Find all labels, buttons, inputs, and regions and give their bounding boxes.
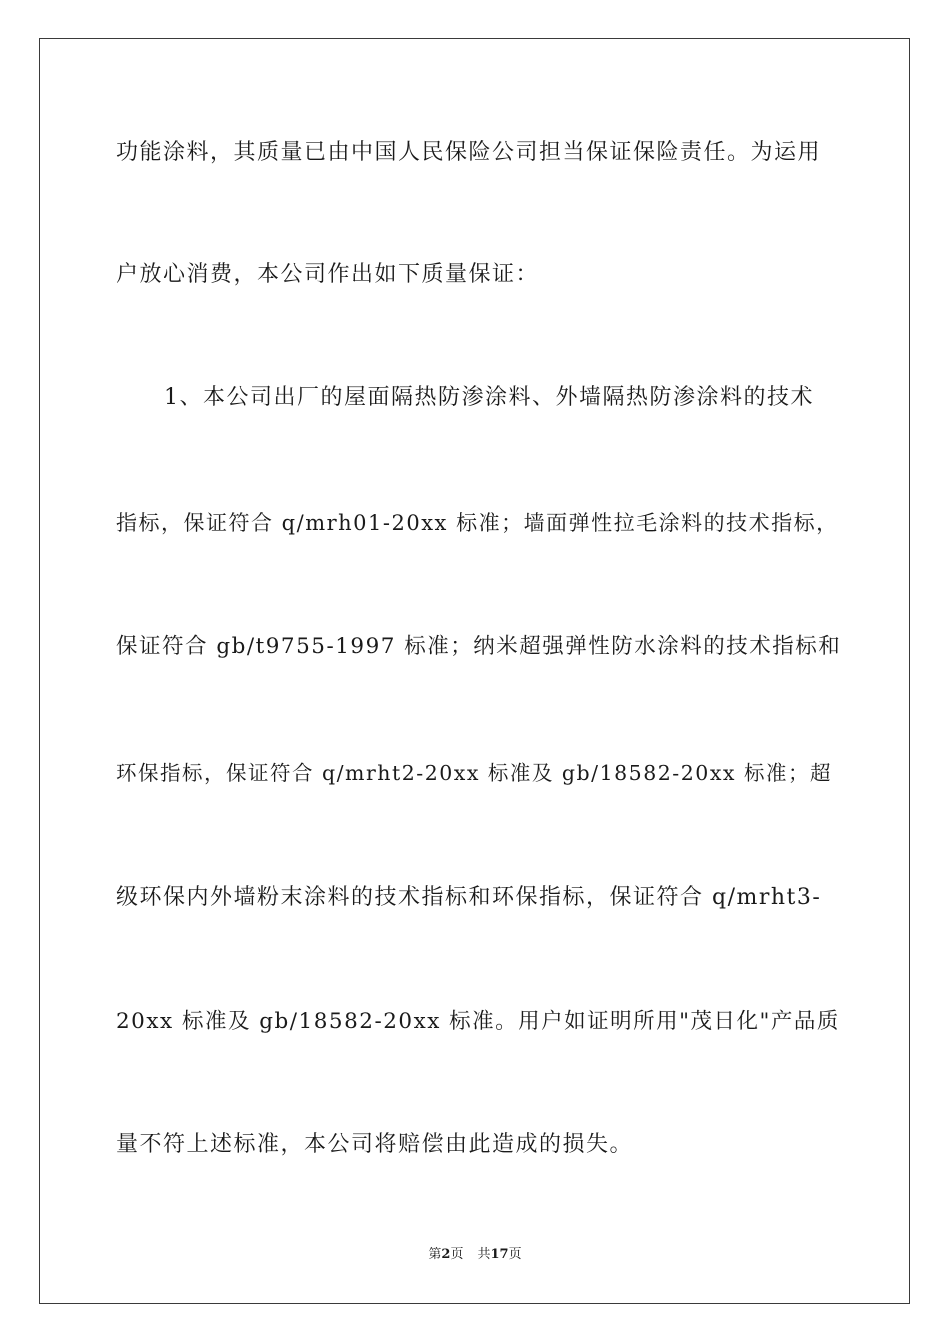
text-line-2: 户放心消费，本公司作出如下质量保证： [116,262,540,287]
text-line-7: 级环保内外墙粉末涂料的技术指标和环保指标，保证符合 q/mrht3- [116,885,822,910]
text-line-1: 功能涂料，其质量已由中国人民保险公司担当保证保险责任。为运用 [116,140,822,165]
total-label-prefix: 共 [477,1247,491,1262]
page-footer [0,1246,950,1264]
total-label-suffix: 页 [508,1247,522,1262]
page-label-suffix: 页 [450,1247,464,1262]
total-pages: 17 [490,1247,509,1262]
text-line-3: 1、本公司出厂的屋面隔热防渗涂料、外墙隔热防渗涂料的技术 [164,385,814,410]
text-line-5: 保证符合 gb/t9755-1997 标准；纳米超强弹性防水涂料的技术指标和 [116,634,842,659]
page-number: 2 [441,1247,451,1262]
text-line-6: 环保指标，保证符合 q/mrht2-20xx 标准及 gb/18582-20xx 标准；超 [116,761,832,785]
page-border [39,38,910,1304]
text-line-8: 20xx 标准及 gb/18582-20xx 标准。用户如证明所用"茂日化"产品质 [116,1009,840,1034]
page-label-prefix: 第 [428,1247,442,1262]
text-line-4: 指标，保证符合 q/mrh01-20xx 标准；墙面弹性拉毛涂料的技术指标， [116,511,839,535]
text-line-9: 量不符上述标准，本公司将赔偿由此造成的损失。 [116,1132,634,1157]
